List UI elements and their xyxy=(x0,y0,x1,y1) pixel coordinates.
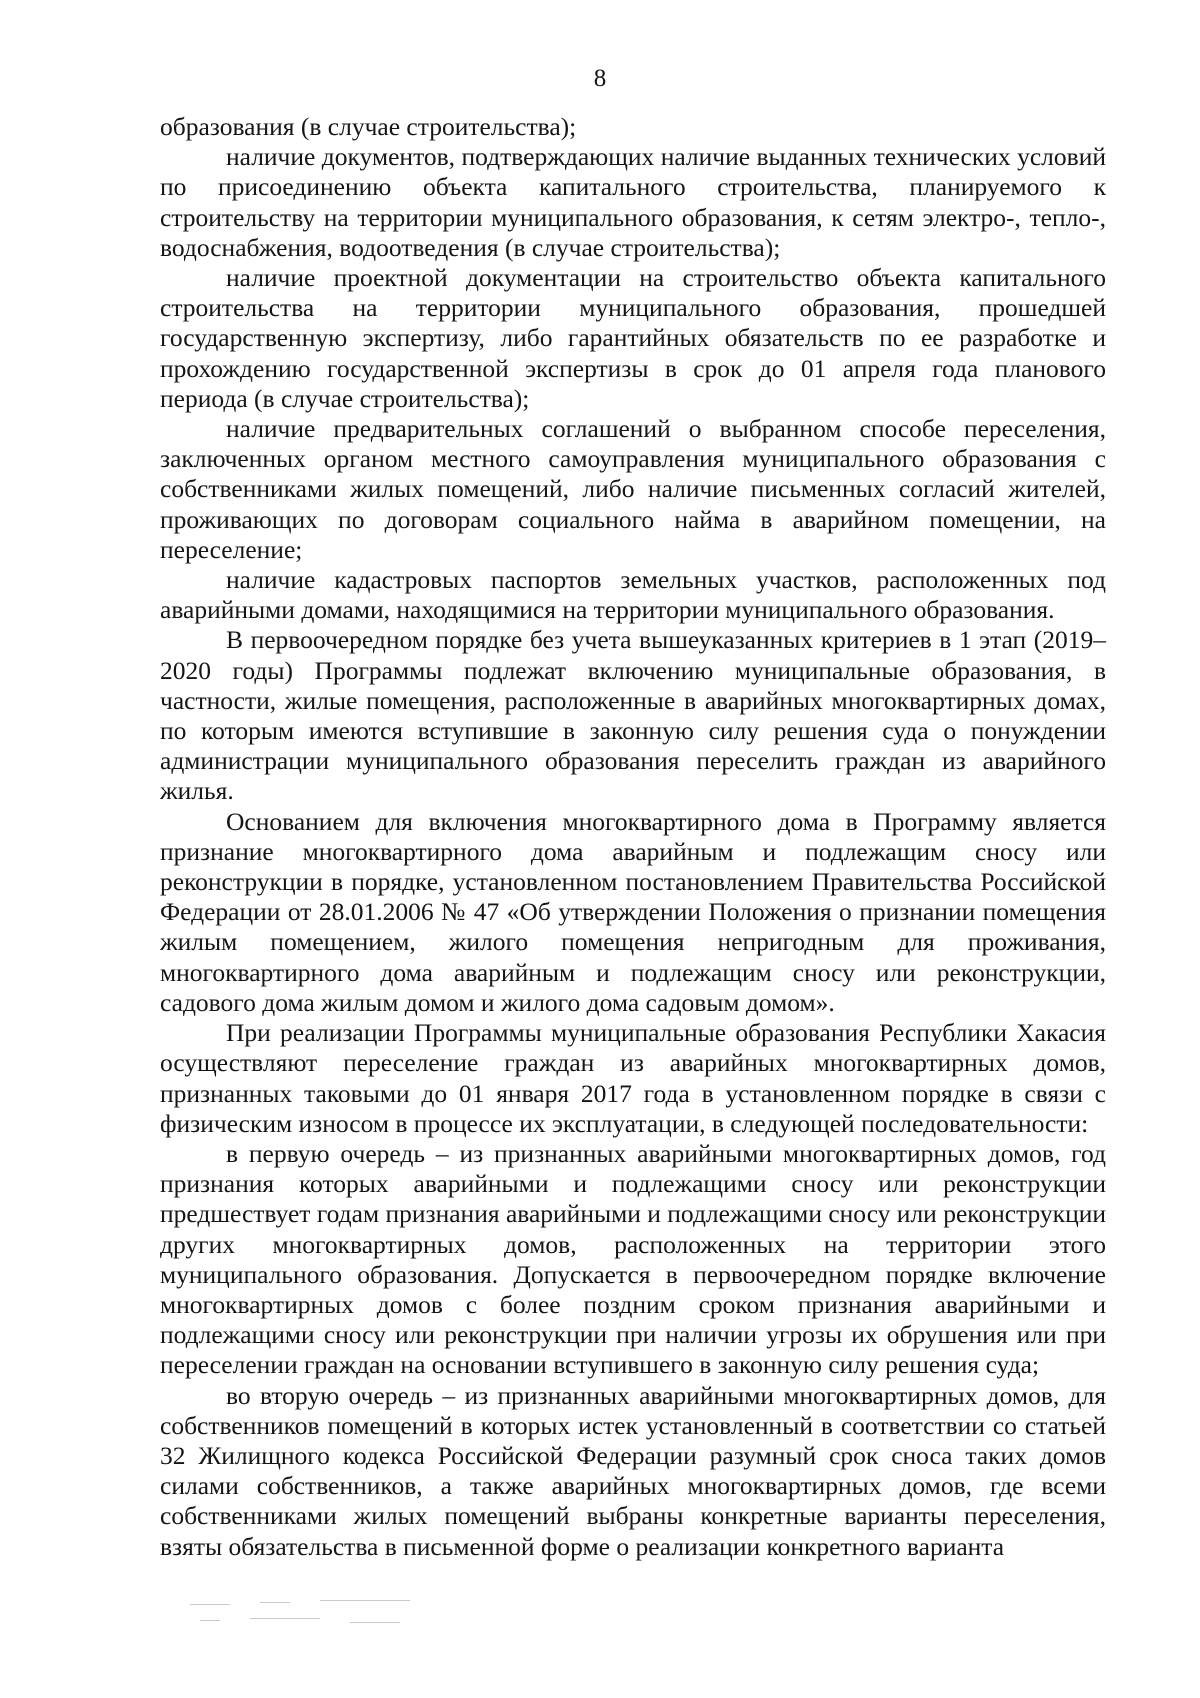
paragraph: В первоочередном порядке без учета вышеуказанных критериев в 1 этап (2019–2020 годы) Программы подлежат включению муниципальные образования, в частности, жилые помещения, расположенные в аварийных многоквартирных домах, по которым имеются вступившие в законную силу решения суда о понуждении администрации муниципального образования переселить граждан из аварийного жилья. xyxy=(160,625,1106,806)
page-number: 8 xyxy=(593,65,607,92)
paragraph: наличие предварительных соглашений о выбранном способе переселения, заключенных органом местного самоуправления муниципального образования с собственниками жилых помещений, либо наличие письменных согласий жителей, проживающих по договорам социального найма в аварийном помещении, на переселение; xyxy=(160,414,1106,564)
paragraph: Основанием для включения многоквартирного дома в Программу является признание многоквартирного дома аварийным и подлежащим сносу или реконструкции в порядке, установленном постановлением Правительства Российской Федерации от 28.01.2006 № 47 «Об утверждении Положения о признании помещения жилым помещением, жилого помещения непригодным для проживания, многоквартирного дома аварийным и подлежащим сносу или реконструкции, садового дома жилым домом и жилого дома садовым домом». xyxy=(160,806,1106,1017)
paragraph: При реализации Программы муниципальные образования Республики Хакасия осуществляют переселение граждан из аварийных многоквартирных домов, признанных таковыми до 01 января 2017 года в установленном порядке в связи с физическим износом в процессе их эксплуатации, в следующей последовательности: xyxy=(160,1018,1106,1138)
paragraph: во вторую очередь – из признанных аварийными многоквартирных домов, для собственников помещений в которых истек установленный в соответствии со статьей 32 Жилищного кодекса Российской Федерации разумный срок сноса таких домов силами собственников, а также аварийных многоквартирных домов, где всеми собственниками жилых помещений выбраны конкретные варианты переселения, взяты обязательства в письменной форме о реализации конкретного варианта xyxy=(160,1380,1106,1561)
scan-artifact xyxy=(190,1598,430,1638)
paragraph: наличие кадастровых паспортов земельных участков, расположенных под аварийными домами, находящимися на территории муниципального образования. xyxy=(160,565,1106,625)
paragraph: наличие документов, подтверждающих наличие выданных технических условий по присоединению объекта капитального строительства, планируемого к строительству на территории муниципального образования, к сетям электро-, тепло-, водоснабжения, водоотведения (в случае строительства); xyxy=(160,142,1106,262)
document-body xyxy=(160,112,1106,1562)
paragraph: в первую очередь – из признанных аварийными многоквартирных домов, год признания которых аварийными и подлежащими сносу или реконструкции предшествует годам признания аварийными и подлежащими сносу или реконструкции других многоквартирных домов, расположенных на территории этого муниципального образования. Допускается в первоочередном порядке включение многоквартирных домов с более поздним сроком признания аварийными и подлежащими сносу или реконструкции при наличии угрозы их обрушения или при переселении граждан на основании вступившего в законную силу решения суда; xyxy=(160,1138,1107,1380)
paragraph: наличие проектной документации на строительство объекта капитального строительства на территории муниципального образования, прошедшей государственную экспертизу, либо гарантийных обязательств по ее разработке и прохождению государственной экспертизы в срок до 01 апреля года планового периода (в случае строительства); xyxy=(160,263,1106,413)
paragraph: образования (в случае строительства); xyxy=(160,112,577,141)
